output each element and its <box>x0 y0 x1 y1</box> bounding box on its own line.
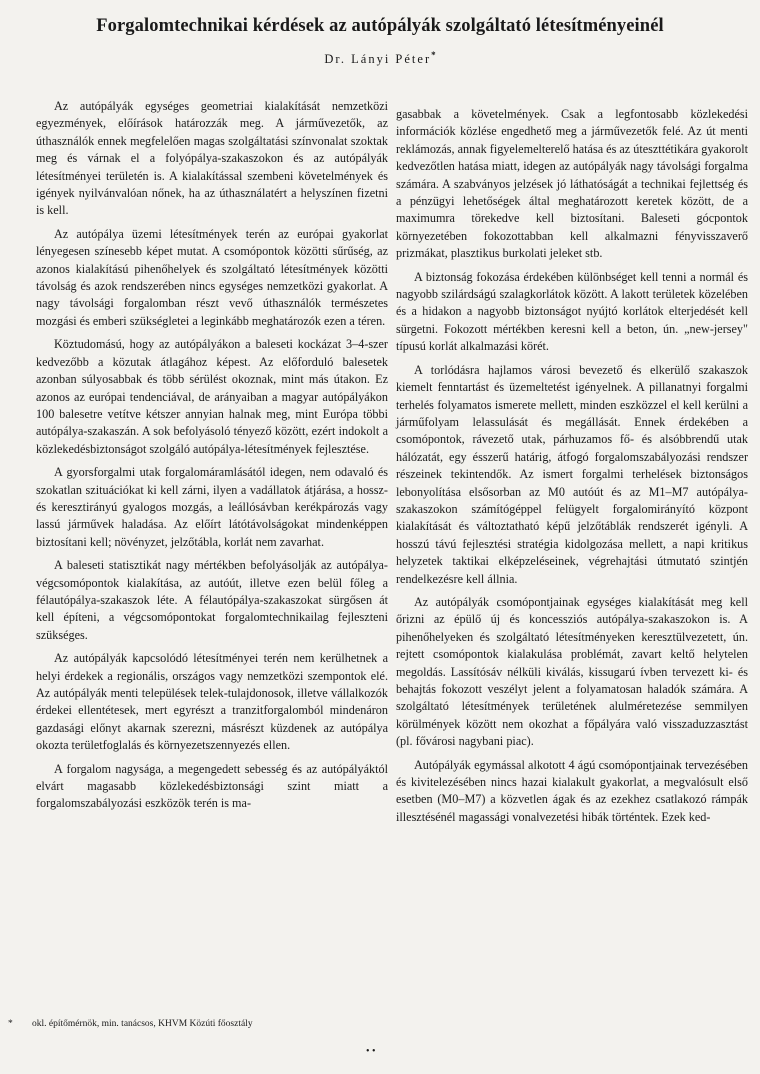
paragraph-continued: gasabbak a követelmények. Csak a legfontosabb közlekedési információk közlése engedhető meg a járművezetők felé. Az út menti reklámozás, annak figyelemelterelő hatása és az úteszttétikára gyakorolt kedvezőtlen hatása miatt, idegen az autópályák nagy távolsági forgalma számára. A szabványos jelzések jó láthatóságát a technikai fejlettség és a pénzügyi lehetőségek által meghatározott keretek között, de a maximumra törekedve kell biztosítani. Baleseti gócpontok környezetében fokozottabban kell alkalmazni fényvisszaverő prizmákat, plasztikus burkolati jeleket stb. <box>396 107 748 261</box>
paragraph: Köztudomású, hogy az autópályákon a baleseti kockázat 3–4-szer kedvezőbb a közutak átlagához képest. Az előforduló balesetek azonban súlyosabbak és több sérülést okoznak, mint más útakon. Ez azonos az európai tendenciával, de arányaiban a magyar autópályákon 100 balesetre vetítve kétszer annyian halnak meg, mint Európa többi autópálya-szakaszán. A sok befolyásoló tényező között, ezért indokolt a közlekedésbiztonságot szolgáló autópálya-létesítmények fejlesztése. <box>36 337 388 456</box>
paragraph: A torlódásra hajlamos városi bevezető és elkerülő szakaszok kiemelt fenntartást és üzemeltetést igényelnek. A pillanatnyi forgalmi terhelés folyamatos ismerete mellett, minden eszközzel el kell kerülni a járműfolyam lelassulását és megállását. Ennek érdekében a csomópontok, rávezető utak, párhuzamos fő- és alsóbbrendű utak hálózatát, egy ésszerű határig, átfogó forgalomszabályozási rendszer részeinek tekintendők. Az ismert forgalmi terhelések biztonságos lebonyolítása elsősorban az M0 autóút és az M1–M7 autópálya-szakaszokon számítógéppel felügyelt forgalomirányító központ kialakítását és változtatható képű jelzőtáblák rendszerét igényli. A hosszú távú fejlesztési stratégia kidolgozása mellett, a napi kritikus helyzetek taktikai elképzeléseinek, végrehajtási útmutató szintjén rendelkezésre kell állnia. <box>396 362 748 586</box>
paragraph: A forgalom nagysága, a megengedett sebesség és az autópályáktól elvárt magasabb közlekedésbiztonsági szint miatt a forgalomszabályozási eszközök terén is ma- <box>36 761 388 811</box>
article-title: Forgalomtechnikai kérdések az autópályák szolgáltató létesítményeinél <box>96 16 664 36</box>
footnote <box>8 1018 388 1030</box>
author-footnote-mark: * <box>431 50 436 60</box>
footnote-text: okl. építőmérnök, min. tanácsos, KHVM Közúti főosztály <box>32 1019 253 1029</box>
paragraph: Az autópályák kapcsolódó létesítményei terén nem kerülhetnek a helyi érdekek a regionális, országos vagy nemzetközi szempontok elé. Az autópályák menti települések telek-tulajdonosok, illetve vállalkozók érdekei ellentétesek, mert egyrészt a tranzitforgalomból mindenáron gazdasági előnyt akarnak szerezni, másrészt küzdenek az autópálya okozta területfoglalás és környezetszennyezés ellen. <box>36 651 388 753</box>
author-name: Dr. Lányi Péter <box>324 52 432 67</box>
right-column <box>396 106 748 832</box>
paragraph: A biztonság fokozása érdekében különbséget kell tenni a normál és nagyobb szilárdságú szalagkorlátok között. A lakott területek közelében és a hidakon a nagyobb biztonságot nyújtó korlátok elterjedését kell sürgetni. Fokozott mértékben keresni kell a beton, ún. „new-jersey" típusú korlát alkalmazási körét. <box>396 269 748 354</box>
paragraph: Autópályák egymással alkotott 4 ágú csomópontjainak tervezésében és kivitelezésében nincs hazai kialakult gyakorlat, a megvalósult első esetben (M0–M7) a közvetlen ágak és az ezekhez csatlakozó rámpák illesztésénél magassági vonalvezetési hibák történtek. Ezek ked- <box>396 757 748 824</box>
footnote-mark: * <box>8 1019 13 1029</box>
paragraph: Az autópályák csomópontjainak egységes kialakítását meg kell őrizni az épülő új és koncessziós autópálya-szakaszokon is. A pihenőhelyeken és szolgáltató létesítményeken keresztülvezetett, ún. rejtett csomópontok kialakulása problémát, zavart keltő helytelen megoldás. Lassítósáv nélküli kiválás, kissugarú ívben tervezett ki- és behajtás fokozott veszélyt jelent a folyamatosan haladók számára. A szolgáltató létesítmények területének alulméretezése semmilyen körülmények között nem okozhat a főpályára való visszaduzzasztást (pl. fővárosi nagybani piac). <box>396 594 748 749</box>
author-line <box>20 50 740 67</box>
left-column <box>36 98 388 819</box>
paragraph: A baleseti statisztikát nagy mértékben befolyásolják az autópálya-végcsomópontok kialakítása, az autóút, illetve ezen belül főleg a félautópálya-szakaszok léte. A félautópálya-szakaszokat sürgősen át kell építeni, a végcsomópontokat forgalomtechnikailag fejleszteni szükséges. <box>36 558 388 642</box>
page-mark: • • <box>366 1046 376 1057</box>
paragraph: Az autópálya üzemi létesítmények terén az európai gyakorlat lényegesen színesebb képet mutat. A csomópontok közötti sűrűség, az azonos kialakítású pihenőhelyek és szolgáltató létesítmények közötti távolság és azok rendszerében nincs egységes nemzetközi gyakorlat. A nagy távolsági forgalomban részt vevő úthasználók természetes mozgási és emberi szükségletei a leginkább meghatározók ezen a téren. <box>36 226 388 328</box>
paragraph: A gyorsforgalmi utak forgalomáramlásától idegen, nem odavaló és szokatlan szituációkat ki kell zárni, ilyen a vadállatok átjárása, a hossz- és keresztirányú gyalogos mozgás, a leállósávban kerékpározás vagy lassú járművek haladása. Az előírt látótávolságokat mindenképpen biztosítani kell; növényzet, jelzőtábla, korlát nem zavarhat. <box>36 465 388 549</box>
paragraph: Az autópályák egységes geometriai kialakítását nemzetközi egyezmények, előírások határozzák meg. A járművezetők, az úthasználók ennek megfelelően magas szolgáltatási színvonalat szoktak meg és várnak el a folyópálya-szakaszokon és az autópályák létesítményei területén is. A kialakítással szembeni követelmények és igények nyilvánvalóan nőnek, ha az úthasználatért a helyszínen fizetni is kell. <box>36 99 388 218</box>
